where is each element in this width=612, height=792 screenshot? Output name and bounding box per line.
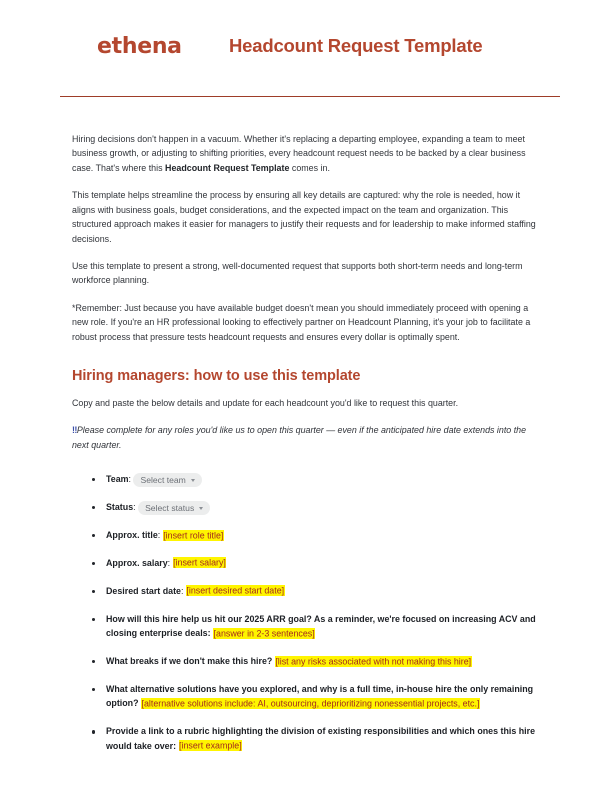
field-label-status: Status [106, 502, 134, 513]
section-note [72, 423, 538, 452]
field-separator-status: : [133, 502, 136, 513]
intro-paragraph-1 [72, 132, 538, 175]
field-separator-team: : [128, 474, 131, 485]
field-placeholder-arr-goal[interactable]: [answer in 2-3 sentences] [213, 628, 315, 639]
document-body [72, 132, 538, 753]
field-label-team: Team [106, 474, 129, 485]
field-label-rubric-link: Provide a link to a rubric highlighting the division of existing responsibilities and which ones this hire would take over [106, 726, 536, 751]
status-dropdown-value: Select status [145, 502, 195, 513]
chevron-down-icon [191, 479, 195, 482]
intro-paragraph-1-part-a: Hiring decisions don't happen in a vacuum. Whether it's replacing a departing employee, expanding a team to meet business growth, or adjusting to shifting priorities, every headcount request needs to be backed by a clear business case. That's where this [72, 134, 526, 173]
list-item-alternatives [92, 682, 538, 711]
field-separator-desired-start-date: : [180, 585, 184, 596]
intro-paragraph-4: *Remember: Just because you have available budget doesn't mean you should immediately proceed with opening a new role. If you're an HR professional looking to effectively partner on Headcount Planning, it's your job to facilitate a robust process that pressure tests headcount requests and ensures every dollar is optimally spent. [72, 302, 531, 342]
header-divider [60, 96, 560, 97]
field-placeholder-desired-start-date[interactable]: [insert desired start date] [186, 585, 285, 596]
field-separator-approx-title: : [157, 530, 161, 541]
headcount-field-list [72, 472, 538, 753]
intro-paragraph-2: This template helps streamline the process by ensuring all key details are captured: why the role is needed, how it aligns with business goals, budget considerations, and the expected impact on the team and organization. This structured approach makes it easier for managers to justify their requests and for leadership to make informed staffing decisions. [72, 190, 536, 244]
field-label-approx-title: Approx. title [106, 530, 158, 541]
section-note-text: Please complete for any roles you'd like us to open this quarter — even if the anticipated hire date extends into the next quarter. [72, 425, 527, 450]
list-item-approx-title [92, 528, 538, 542]
team-dropdown[interactable] [133, 473, 201, 487]
field-separator-rubric-link: : [173, 740, 177, 751]
field-label-what-breaks: What breaks if we don't make this hire? [106, 656, 273, 667]
list-item-approx-salary [92, 556, 538, 570]
list-item-arr-goal [92, 612, 538, 641]
document-header [0, 0, 612, 100]
field-placeholder-approx-salary[interactable]: [insert salary] [173, 557, 226, 568]
list-item-desired-start-date [92, 584, 538, 598]
page-title: Headcount Request Template [229, 35, 483, 56]
chevron-down-icon [199, 507, 203, 510]
status-dropdown[interactable] [138, 501, 210, 515]
intro-paragraph-1-part-b: comes in. [289, 162, 330, 173]
team-dropdown-value: Select team [140, 474, 186, 485]
list-item-status [92, 500, 538, 514]
intro-paragraph-1-emphasis: Headcount Request Template [165, 162, 290, 173]
section-heading-hiring-managers: Hiring managers: how to use this template [72, 368, 361, 385]
field-label-approx-salary: Approx. salary [106, 557, 168, 568]
field-label-arr-goal: How will this hire help us hit our 2025 ARR goal? As a reminder, we're focused on increasing ACV and closing enterprise deals [106, 613, 536, 639]
intro-paragraph-3: Use this template to present a strong, well-documented request that supports both short-term needs and long-term workforce planning. [72, 260, 523, 286]
field-placeholder-approx-title[interactable]: [insert role title] [163, 530, 224, 541]
field-placeholder-what-breaks[interactable]: [list any risks associated with not making this hire] [275, 656, 472, 667]
list-item-team [92, 472, 538, 486]
double-exclamation-icon: ‼ [72, 425, 77, 436]
field-label-alternatives: What alternative solutions have you explored, and why is a full time, in-house hire the only remaining option? [106, 684, 534, 709]
field-placeholder-rubric-link[interactable]: [insert example] [179, 740, 242, 751]
field-separator-approx-salary: : [167, 557, 171, 568]
field-separator-arr-goal: : [207, 628, 211, 639]
field-placeholder-alternatives[interactable]: [alternative solutions include: AI, outsourcing, deprioritizing nonessential projects, etc.] [141, 698, 480, 709]
list-item-rubric-link [92, 724, 538, 753]
field-label-desired-start-date: Desired start date [106, 585, 181, 596]
ethena-logo: ethena [97, 34, 182, 59]
section-instruction: Copy and paste the below details and update for each headcount you'd like to request this quarter. [72, 397, 459, 408]
list-item-what-breaks [92, 654, 538, 668]
